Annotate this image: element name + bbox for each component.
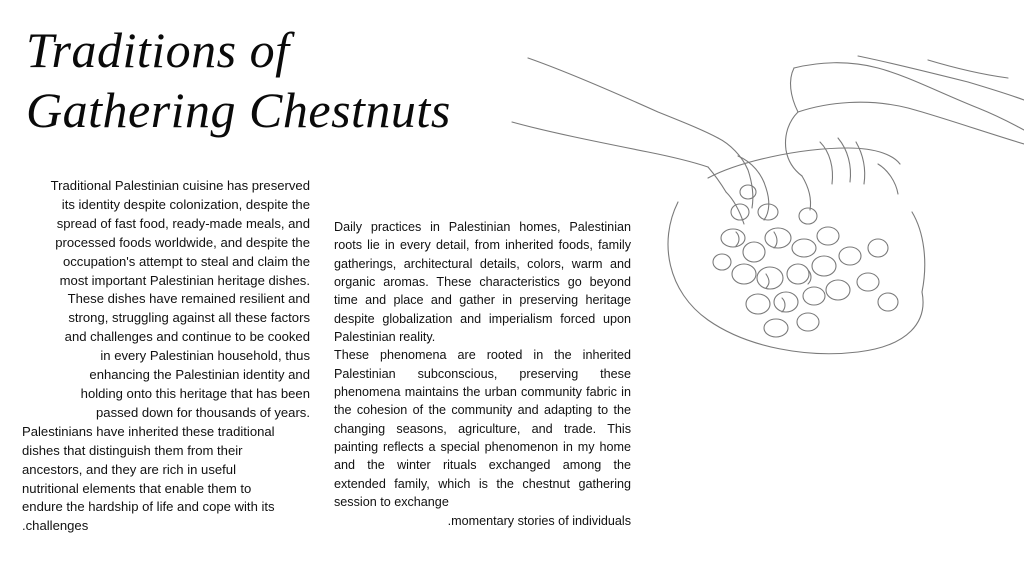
text-line: dishes that distinguish them from their xyxy=(22,442,243,458)
middle-paragraph-2: These phenomena are rooted in the inherited Palestinian subconscious, preserving these phenomena maintains the urban community fabric in the cohesion of the community and adapting to the changing seasons, agriculture, and trade. This painting reflects a special phenomenon in my home and the winter rituals exchanged among the extended family, which is the chestnut gathering session to exchange xyxy=(334,348,631,510)
middle-paragraph-1: Daily practices in Palestinian homes, Palestinian roots lie in every detail, from inherited foods, family gatherings, architectural details, colors, warm and organic aromas. These characteristics go beyond time and place and gather in preserving heritage despite globalization and imperialism forced upon Palestinian reality. xyxy=(334,220,631,345)
text-line: strong, struggling against all these factors xyxy=(68,310,310,326)
text-line: and challenges and continue to be cooked xyxy=(64,329,310,345)
left-text-column xyxy=(22,177,310,536)
text-line: Traditional Palestinian cuisine has preserved xyxy=(50,178,310,193)
title-line-2: Gathering Chestnuts xyxy=(26,82,451,138)
left-paragraph-1 xyxy=(22,177,310,423)
text-line: its identity despite colonization, despite the xyxy=(61,196,310,212)
page-title xyxy=(26,20,451,140)
text-line: These dishes have remained resilient and xyxy=(67,291,310,307)
title-line-1: Traditions of xyxy=(26,22,290,78)
hands-gathering-chestnuts-sketch-icon xyxy=(508,52,1024,382)
text-line: enhancing the Palestinian identity and xyxy=(89,367,310,383)
text-line: processed foods worldwide, and despite the xyxy=(55,234,310,250)
text-line: nutritional elements that enable them to xyxy=(22,480,252,496)
text-line: spread of fast food, ready-made meals, and xyxy=(56,215,310,231)
text-line: in every Palestinian household, thus xyxy=(100,348,310,364)
text-line: endure the hardship of life and cope with its xyxy=(22,499,275,515)
text-line: passed down for thousands of years. xyxy=(96,404,310,420)
text-line: most important Palestinian heritage dishes. xyxy=(59,272,310,288)
middle-paragraph-3: .momentary stories of individuals xyxy=(447,513,631,528)
text-line: occupation's attempt to steal and claim the xyxy=(62,253,310,269)
text-line: .challenges xyxy=(22,518,89,534)
text-line: Palestinians have inherited these traditional xyxy=(22,423,275,439)
left-paragraph-2 xyxy=(22,423,310,536)
text-line: ancestors, and they are rich in useful xyxy=(22,461,236,477)
text-line: holding onto this heritage that has been xyxy=(80,385,310,401)
